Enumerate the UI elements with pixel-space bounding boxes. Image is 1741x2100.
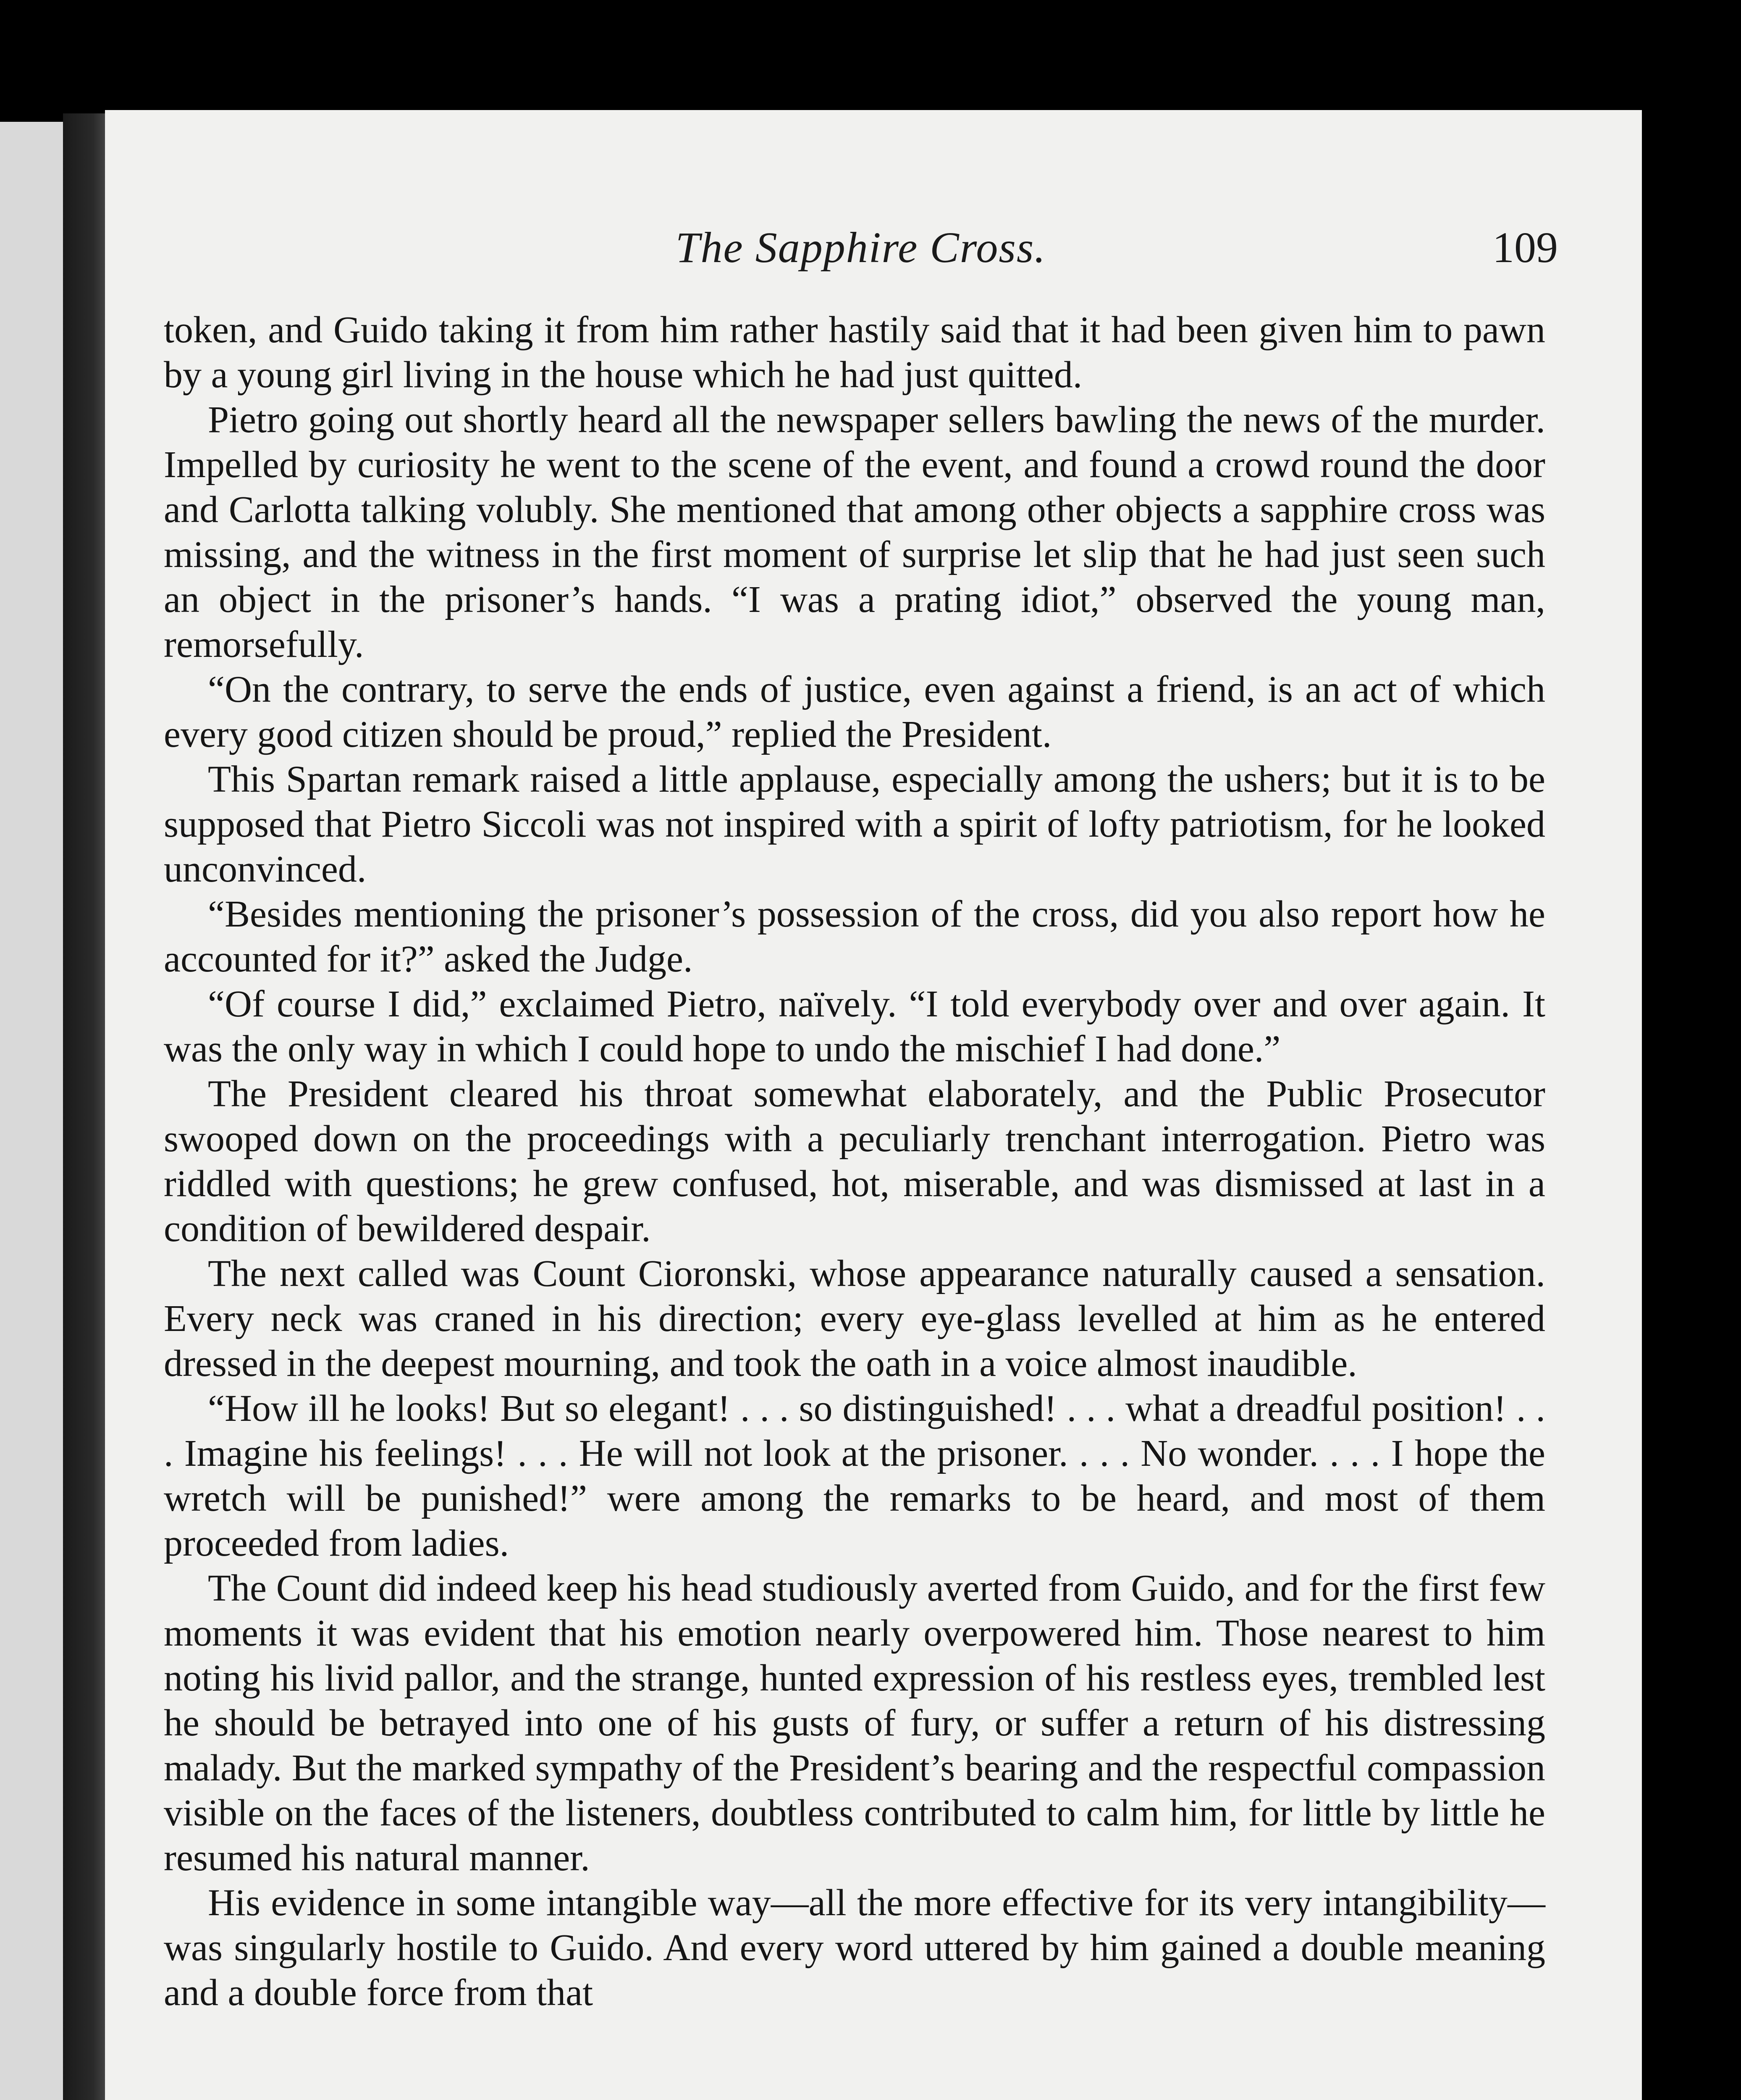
- page-number: 109: [1492, 223, 1558, 272]
- page-body-text: [164, 307, 1545, 2015]
- paragraph: “Besides mentioning the prisoner’s possession of the cross, did you also report how he accounted for it?” asked the Judge.: [164, 893, 1545, 980]
- paragraph: The next called was Count Cioronski, whose appearance naturally caused a sensation. Every neck was craned in his direction; every eye-glass levelled at him as he entered dressed in the deepest mourning, and took the oath in a voice almost inaudible.: [164, 1253, 1545, 1384]
- running-title: The Sapphire Cross.: [675, 223, 1046, 272]
- facing-page-edge: [0, 122, 63, 2100]
- paragraph: token, and Guido taking it from him rather hastily said that it had been given him to pawn by a young girl living in the house which he had just quitted.: [164, 309, 1545, 396]
- paragraph: Pietro going out shortly heard all the newspaper sellers bawling the news of the murder. Impelled by curiosity he went to the scene of the event, and found a crowd round the door and Carlotta talking volubly. She mentioned that among other objects a sapphire cross was missing, and the witness in the first moment of surprise let slip that he had just seen such an object in the prisoner’s hands. “I was a prating idiot,” observed the young man, remorsefully.: [164, 399, 1545, 665]
- paragraph: “On the contrary, to serve the ends of justice, even against a friend, is an act of which every good citizen should be proud,” replied the President.: [164, 669, 1545, 755]
- paragraph: This Spartan remark raised a little applause, especially among the ushers; but it is to be supposed that Pietro Siccoli was not inspired with a spirit of lofty patriotism, for he looked unconvinced.: [164, 759, 1545, 890]
- paragraph: His evidence in some intangible way—all the more effective for its very intangibility—was singularly hostile to Guido. And every word uttered by him gained a double meaning and a double force from that: [164, 1882, 1545, 2013]
- paragraph: The President cleared his throat somewhat elaborately, and the Public Prosecutor swooped down on the proceedings with a peculiarly trenchant interrogation. Pietro was riddled with questions; he grew confused, hot, miserable, and was dismissed at last in a condition of bewildered despair.: [164, 1073, 1545, 1250]
- book-page: [105, 110, 1642, 2100]
- paragraph: The Count did indeed keep his head studiously averted from Guido, and for the first few moments it was evident that his emotion nearly overpowered him. Those nearest to him noting his livid pallor, and the strange, hunted expression of his restless eyes, trembled lest he should be betrayed into one of his gusts of fury, or suffer a return of his distressing malady. But the marked sympathy of the President’s bearing and the respectful compassion visible on the faces of the listeners, doubtless contributed to calm him, for little by little he resumed his natural manner.: [164, 1567, 1545, 1879]
- paragraph: “Of course I did,” exclaimed Pietro, naïvely. “I told everybody over and over again. It was the only way in which I could hope to undo the mischief I had done.”: [164, 983, 1545, 1070]
- page-header: [164, 223, 1558, 294]
- paragraph: “How ill he looks! But so elegant! . . . so distinguished! . . . what a dreadful position! . . . Imagine his feelings! . . . He will not look at the prisoner. . . . No wonder. . . . I hope the wretch will be punished!” were among the remarks to be heard, and most of them proceeded from ladies.: [164, 1388, 1545, 1564]
